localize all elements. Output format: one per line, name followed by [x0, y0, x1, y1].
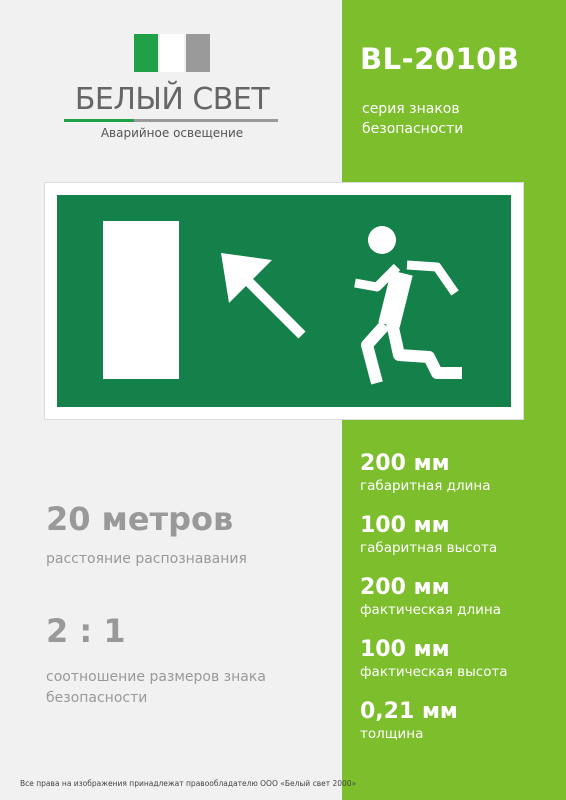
product-series	[362, 99, 542, 139]
series-line-2: безопасности	[362, 121, 464, 137]
safety-sign	[45, 183, 523, 419]
spec-value: 100 мм	[360, 513, 450, 538]
spec-value: 200 мм	[360, 451, 450, 476]
logo-bars	[134, 34, 212, 72]
brand-logo	[62, 34, 282, 144]
logo-underline-gray	[134, 119, 278, 122]
spec-item	[360, 574, 560, 636]
spec-label: фактическая длина	[360, 602, 501, 618]
spec-value: 100 мм	[360, 637, 450, 662]
series-line-1: серия знаков	[362, 101, 460, 117]
spec-value: 200 мм	[360, 575, 450, 600]
size-ratio-label	[46, 667, 316, 709]
sign-graphic	[57, 195, 511, 407]
spec-label: габаритная длина	[360, 478, 491, 494]
recognition-distance-label: расстояние распознавания	[46, 551, 247, 567]
spec-value: 0,21 мм	[360, 699, 458, 724]
size-ratio-value: 2 : 1	[46, 612, 126, 650]
spec-list	[360, 450, 560, 760]
recognition-distance-value: 20 метров	[46, 500, 234, 538]
spec-label: габаритная высота	[360, 540, 498, 556]
logo-bar-white	[160, 34, 184, 72]
logo-bar-green	[134, 34, 158, 72]
logo-underline-green	[64, 119, 134, 122]
ratio-label-line-1: соотношение размеров знака	[46, 669, 266, 685]
door-icon	[103, 221, 179, 379]
spec-item	[360, 512, 560, 574]
brand-name: БЕЛЫЙ СВЕТ	[74, 82, 270, 117]
spec-label: фактическая высота	[360, 664, 508, 680]
spec-label: толщина	[360, 726, 424, 742]
ratio-label-line-2: безопасности	[46, 690, 148, 706]
brand-tagline: Аварийное освещение	[100, 126, 244, 140]
copyright-notice: Все права на изображения принадлежат правообладателю ООО «Белый свет 2000»	[20, 779, 357, 788]
spec-item	[360, 450, 560, 512]
logo-bar-gray	[186, 34, 210, 72]
spec-item	[360, 698, 560, 760]
spec-item	[360, 636, 560, 698]
product-model: BL-2010B	[360, 42, 520, 76]
